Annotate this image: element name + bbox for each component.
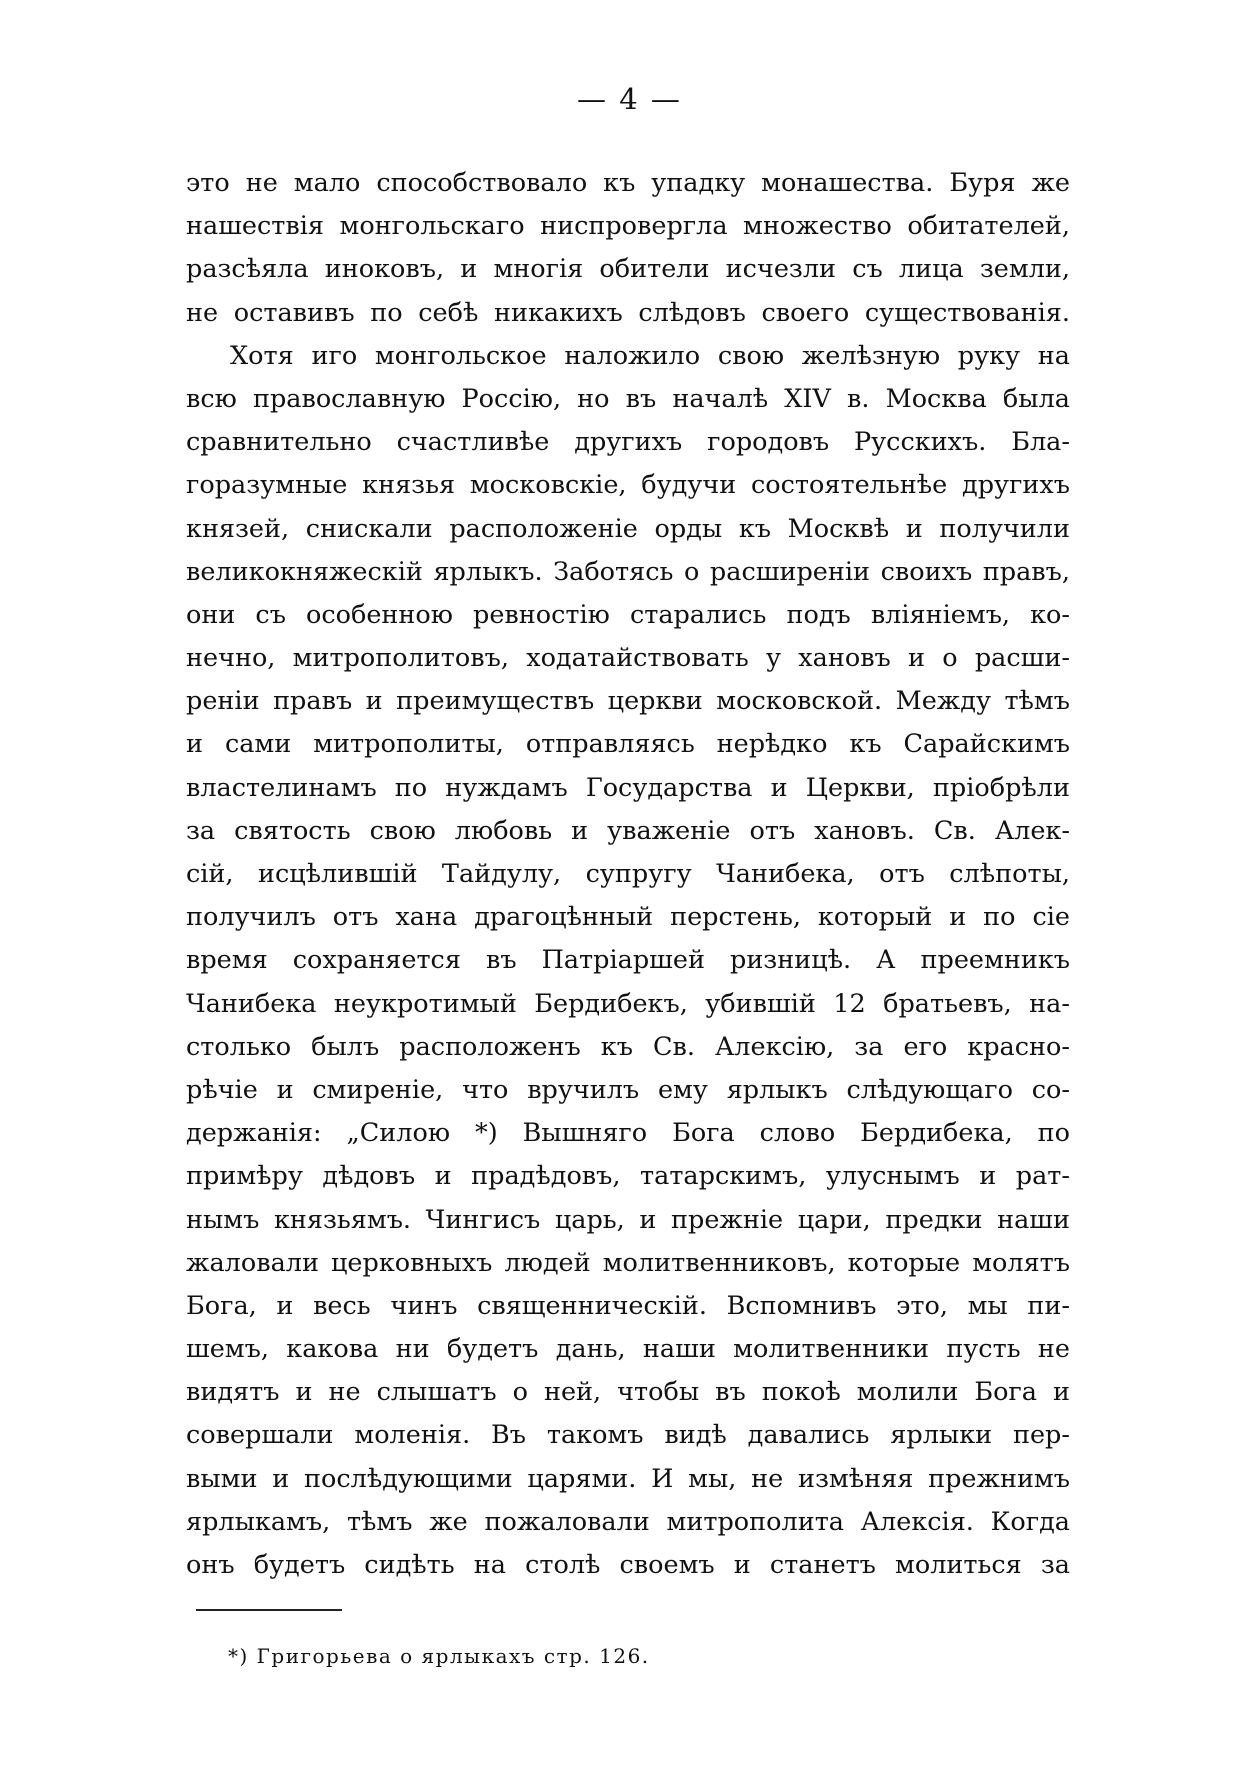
text-line: жаловали церковныхъ людей молитвенниковъ, которые молятъ bbox=[186, 1247, 1070, 1278]
text-line: властелинамъ по нуждамъ Государства и Церкви, пріобрѣли bbox=[186, 772, 1070, 803]
text-line: выми и послѣдующими царями. И мы, не измѣняя прежнимъ bbox=[186, 1463, 1070, 1494]
text-line: время сохраняется въ Патріаршей ризницѣ. А преемникъ bbox=[186, 945, 1070, 976]
text-line: Бога, и весь чинъ священническій. Вспомнивъ это, мы пи- bbox=[186, 1290, 1070, 1321]
text-line: видятъ и не слышатъ о ней, чтобы въ покоѣ молили Бога и bbox=[186, 1377, 1070, 1408]
text-line: нашествія монгольскаго ниспровергла множество обитателей, bbox=[186, 211, 1070, 242]
text-line: Хотя иго монгольское наложило свою желѣзную руку на bbox=[230, 340, 1070, 371]
text-line: великокняжескій ярлыкъ. Заботясь о расширеніи своихъ правъ, bbox=[186, 556, 1070, 587]
text-line: они съ особенною ревностію старались подъ вліяніемъ, ко- bbox=[186, 599, 1070, 630]
footnote-divider bbox=[196, 1609, 342, 1611]
text-line: князей, снискали расположеніе орды къ Москвѣ и получили bbox=[186, 513, 1070, 544]
text-line: за святость свою любовь и уваженіе отъ хановъ. Св. Алек- bbox=[186, 815, 1070, 846]
text-line: столько былъ расположенъ къ Св. Алексію, за его красно- bbox=[186, 1031, 1070, 1062]
text-line: шемъ, какова ни будетъ дань, наши молитвенники пусть не bbox=[186, 1334, 1070, 1365]
text-line: сій, исцѣлившій Тайдулу, супругу Чанибека, отъ слѣпоты, bbox=[186, 859, 1070, 889]
page-number: — 4 — bbox=[577, 82, 682, 116]
text-line: реніи правъ и преимуществъ церкви московской. Между тѣмъ bbox=[186, 686, 1070, 717]
footnote: *) Григорьева о ярлыкахъ стр. 126. bbox=[228, 1644, 650, 1668]
text-line: нечно, митрополитовъ, ходатайствовать у хановъ и о расши- bbox=[186, 643, 1070, 674]
text-line: рѣчіе и смиреніе, что вручилъ ему ярлыкъ слѣдующаго со- bbox=[186, 1074, 1070, 1105]
text-line: ярлыкамъ, тѣмъ же пожаловали митрополита Алексія. Когда bbox=[186, 1506, 1070, 1537]
text-line: всю православную Россію, но въ началѣ XIV в. Москва была bbox=[186, 383, 1070, 414]
text-line: не оставивъ по себѣ никакихъ слѣдовъ своего существованія. bbox=[186, 297, 1070, 328]
text-line: онъ будетъ сидѣть на столѣ своемъ и станетъ молиться за bbox=[186, 1550, 1070, 1580]
text-line: разсѣяла иноковъ, и многія обители исчезли съ лица земли, bbox=[186, 254, 1070, 285]
text-line: и сами митрополиты, отправляясь нерѣдко къ Сарайскимъ bbox=[186, 729, 1070, 760]
text-line: сравнительно счастливѣе другихъ городовъ Русскихъ. Бла- bbox=[186, 427, 1070, 458]
text-line: горазумные князья московскіе, будучи состоятельнѣе другихъ bbox=[186, 470, 1070, 501]
text-line: держанія: „Силою *) Вышняго Бога слово Бердибека, по bbox=[186, 1118, 1070, 1149]
text-line: получилъ отъ хана драгоцѣнный перстень, который и по сіе bbox=[186, 902, 1070, 933]
text-line: примѣру дѣдовъ и прадѣдовъ, татарскимъ, улуснымъ и рат- bbox=[186, 1161, 1070, 1192]
text-line: Чанибека неукротимый Бердибекъ, убившій 12 братьевъ, на- bbox=[186, 988, 1070, 1019]
text-line: это не мало способствовало къ упадку монашества. Буря же bbox=[186, 168, 1070, 198]
text-line: совершали моленія. Въ такомъ видѣ давались ярлыки пер- bbox=[186, 1420, 1070, 1451]
body-text bbox=[186, 162, 1070, 1587]
text-line: нымъ князьямъ. Чингисъ царь, и прежніе цари, предки наши bbox=[186, 1204, 1070, 1235]
